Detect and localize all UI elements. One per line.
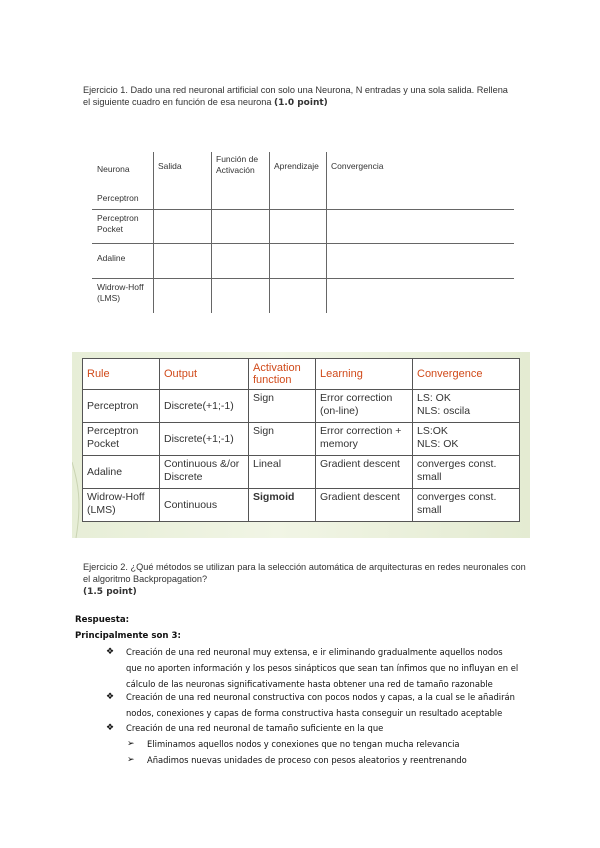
table1-header-convergencia — [327, 152, 515, 210]
table1-row-label: Perceptron Pocket — [92, 210, 154, 244]
table1-cell — [212, 279, 270, 314]
table1-header-text: Aprendizaje — [274, 161, 319, 171]
convergence-text: LS: OK NLS: oscila — [417, 392, 471, 417]
table2-cell-learning: Gradient descent — [316, 456, 413, 489]
table2-cell-activation: Sigmoid — [249, 489, 316, 522]
table1-row-label: Adaline — [92, 244, 154, 279]
bullet-line: Creación de una red neuronal constructiva con pocos nodos y capas, a la cual se le añadirán — [126, 692, 515, 702]
table2-header-activation: Activation function — [249, 359, 316, 390]
table1-cell — [212, 210, 270, 244]
answer-bullet-2 — [106, 689, 515, 721]
table2-header-output: Output — [160, 359, 249, 390]
diamond-bullet-icon: ❖ — [106, 692, 115, 702]
table1-cell — [327, 244, 515, 279]
table1-cell — [154, 210, 212, 244]
bullet-line: Creación de una red neuronal de tamaño suficiente en la que — [126, 723, 384, 733]
table2-cell-rule: Perceptron — [83, 390, 160, 423]
arrow-bullet-icon: ➢ — [127, 739, 135, 749]
neuron-rules-table — [82, 358, 520, 522]
table2-cell-rule: Adaline — [83, 456, 160, 489]
table2-cell-output: Discrete(+1;-1) — [160, 390, 249, 423]
answer-section — [75, 612, 181, 644]
question-2-points: (1.5 point) — [83, 587, 137, 597]
bullet-line: que no aporten información y los pesos sinápticos que sean tan ínfimos que no influyan en el — [126, 663, 519, 673]
diamond-bullet-icon: ❖ — [106, 723, 115, 733]
table2-cell-learning: Error correction + memory — [316, 423, 413, 456]
table1-cell — [270, 244, 327, 279]
table1-header-funcion — [212, 152, 270, 210]
table2-cell-output: Continuous &/or Discrete — [160, 456, 249, 489]
table1-header-text: Función de Activación — [216, 154, 259, 175]
table1-header-neurona — [92, 152, 154, 210]
table2-header-convergence: Convergence — [413, 359, 520, 390]
table1-header-salida — [154, 152, 212, 210]
table2-header-rule: Rule — [83, 359, 160, 390]
answer-intro: Principalmente son 3: — [75, 631, 181, 641]
table2-cell-rule: Perceptron Pocket — [83, 423, 160, 456]
table2-cell-learning: Error correction (on-line) — [316, 390, 413, 423]
bullet-line: nodos, conexiones y capas de forma constructiva hasta conseguir un resultado aceptable — [126, 708, 503, 718]
answer-bullet-3 — [106, 720, 384, 736]
question-1 — [83, 84, 508, 109]
answer-subbullet-2 — [127, 752, 467, 768]
question-1-points: (1.0 point) — [274, 98, 328, 108]
filled-neuron-table-slide — [72, 352, 530, 538]
question-1-line-2 — [83, 96, 508, 109]
table2-cell-convergence — [413, 423, 520, 456]
table2-header-learning: Learning — [316, 359, 413, 390]
question-2 — [83, 561, 526, 598]
bullet-line: Creación de una red neuronal muy extensa, e ir eliminando gradualmente aquellos nodos — [126, 647, 503, 657]
bullet-line: cálculo de las neuronas significativamente hasta obtener una red de tamaño razonable — [126, 679, 493, 689]
table1-row-label: Perceptron — [97, 193, 139, 203]
table2-cell-output: Continuous — [160, 489, 249, 522]
table2-cell-activation: Sign — [249, 390, 316, 423]
convergence-text: LS:OK NLS: OK — [417, 425, 459, 450]
subbullet-line: Eliminamos aquellos nodos y conexiones que no tengan mucha relevancia — [147, 739, 460, 749]
table2-cell-learning: Gradient descent — [316, 489, 413, 522]
table1-cell — [327, 210, 515, 244]
table1-header-text: Convergencia — [331, 161, 384, 171]
answer-subbullet-1 — [127, 736, 460, 752]
diamond-bullet-icon: ❖ — [106, 647, 115, 657]
table2-cell-convergence: converges const. small — [413, 489, 520, 522]
table1-cell — [212, 244, 270, 279]
table2-cell-activation: Sign — [249, 423, 316, 456]
table2-cell-output: Discrete(+1;-1) — [160, 423, 249, 456]
table1-cell — [327, 279, 515, 314]
question-2-line-2: el algoritmo Backpropagation? — [83, 574, 208, 584]
table1-cell — [154, 279, 212, 314]
table1-header-text: Salida — [158, 161, 182, 171]
answer-label: Respuesta: — [75, 615, 130, 625]
question-2-line-1: Ejercicio 2. ¿Qué métodos se utilizan para la selección automática de arquitecturas en redes neuronales con — [83, 562, 526, 572]
table2-cell-convergence — [413, 390, 520, 423]
table2-cell-activation: Lineal — [249, 456, 316, 489]
empty-neuron-table — [92, 152, 514, 313]
table1-header-text: Neurona — [97, 164, 130, 174]
table1-cell — [270, 279, 327, 314]
table1-cell — [154, 244, 212, 279]
arrow-bullet-icon: ➢ — [127, 755, 135, 765]
table2-cell-rule: Widrow-Hoff (LMS) — [83, 489, 160, 522]
question-1-text: el siguiente cuadro en función de esa neurona — [83, 97, 272, 107]
table1-header-aprendizaje — [270, 152, 327, 210]
table1-cell — [270, 210, 327, 244]
question-1-line-1: Ejercicio 1. Dado una red neuronal artificial con solo una Neurona, N entradas y una sola salida. Rellena — [83, 85, 508, 95]
table1-row-label: Widrow-Hoff (LMS) — [92, 279, 154, 314]
subbullet-line: Añadimos nuevas unidades de proceso con pesos aleatorios y reentrenando — [147, 755, 467, 765]
answer-bullet-1 — [106, 644, 519, 692]
table2-cell-convergence: converges const. small — [413, 456, 520, 489]
